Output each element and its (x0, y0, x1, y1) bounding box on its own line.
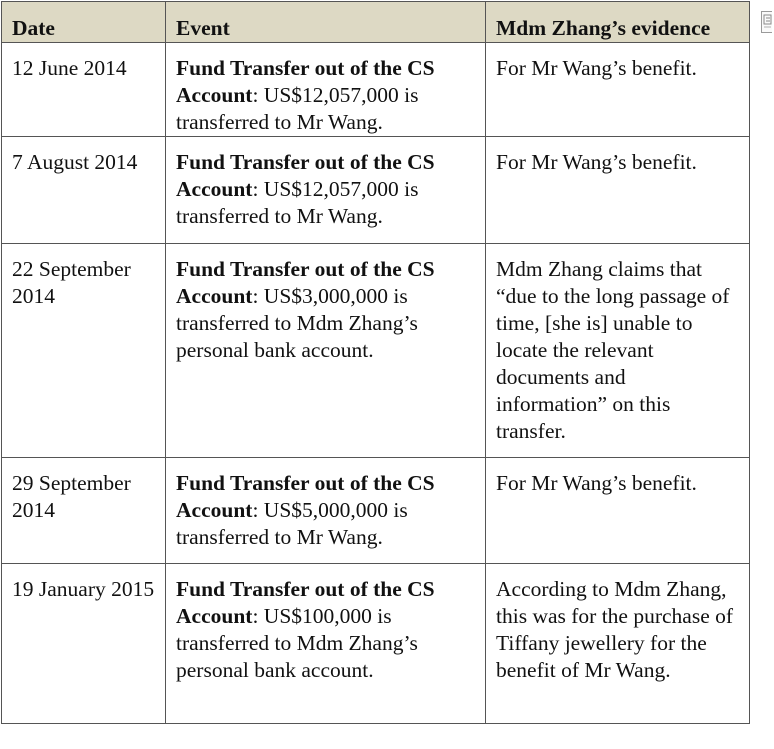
event-title: Fund Transfer out of the CS Account (176, 150, 435, 201)
event-title: Fund Transfer out of the CS Account (176, 257, 435, 308)
cell-evidence: For Mr Wang’s benefit. (486, 43, 750, 137)
event-title: Fund Transfer out of the CS Account (176, 577, 435, 628)
cell-event (166, 458, 486, 564)
document-options-icon[interactable] (761, 11, 772, 33)
cell-date: 7 August 2014 (2, 137, 166, 244)
cell-event (166, 564, 486, 724)
header-date: Date (2, 2, 166, 43)
event-detail: : US$5,000,000 is transferred to Mr Wang. (176, 498, 408, 549)
event-title: Fund Transfer out of the CS Account (176, 56, 435, 107)
cell-event (166, 43, 486, 137)
cell-date: 19 January 2015 (2, 564, 166, 724)
cell-evidence: For Mr Wang’s benefit. (486, 137, 750, 244)
cell-evidence: For Mr Wang’s benefit. (486, 458, 750, 564)
table-row (2, 244, 750, 458)
table-header-row (2, 2, 750, 43)
event-detail: : US$12,057,000 is transferred to Mr Wang. (176, 177, 419, 228)
event-title: Fund Transfer out of the CS Account (176, 471, 435, 522)
event-detail: : US$12,057,000 is transferred to Mr Wang. (176, 83, 419, 134)
event-detail: : US$3,000,000 is transferred to Mdm Zhang’s personal bank account. (176, 284, 418, 362)
event-detail: : US$100,000 is transferred to Mdm Zhang’s personal bank account. (176, 604, 418, 682)
header-event: Event (166, 2, 486, 43)
cell-evidence: Mdm Zhang claims that “due to the long passage of time, [she is] unable to locate the relevant documents and information” on this transfer. (486, 244, 750, 458)
cell-event (166, 244, 486, 458)
cell-event (166, 137, 486, 244)
evidence-table (1, 1, 750, 724)
header-evidence: Mdm Zhang’s evidence (486, 2, 750, 43)
cell-evidence: According to Mdm Zhang, this was for the purchase of Tiffany jewellery for the benefit of Mr Wang. (486, 564, 750, 724)
cell-date: 22 September 2014 (2, 244, 166, 458)
cell-date: 12 June 2014 (2, 43, 166, 137)
table-row (2, 137, 750, 244)
table-row (2, 458, 750, 564)
table-row (2, 564, 750, 724)
cell-date: 29 September 2014 (2, 458, 166, 564)
table-row (2, 43, 750, 137)
